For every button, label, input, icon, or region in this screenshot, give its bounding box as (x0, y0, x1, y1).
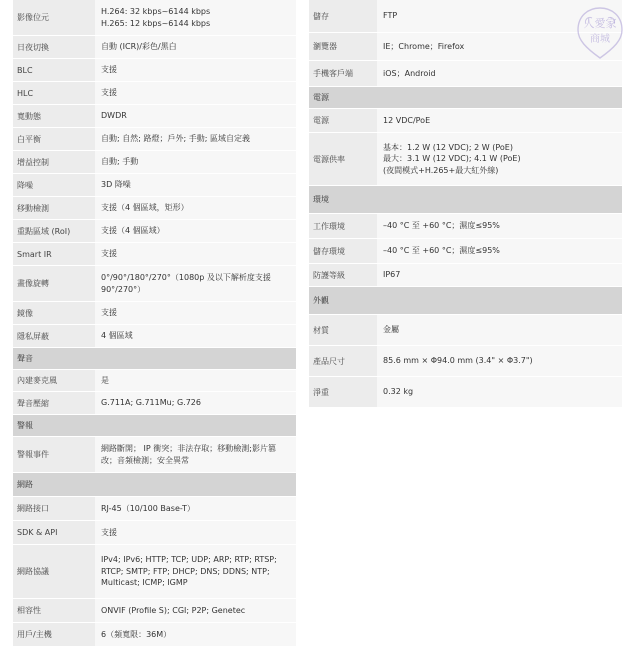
spec-row (13, 623, 296, 647)
spec-value (95, 197, 296, 219)
spec-value (95, 392, 296, 414)
spec-value-line: IE；Chrome；Firefox (383, 41, 465, 51)
spec-label: 材質 (309, 315, 377, 345)
section-header: 環境 (309, 186, 622, 214)
spec-row (13, 151, 296, 174)
spec-value (95, 59, 296, 81)
spec-label: 產品尺寸 (309, 346, 377, 376)
spec-value-line: 6（頻寬限：36M） (101, 629, 172, 639)
spec-value (377, 315, 622, 345)
spec-value (377, 214, 622, 238)
spec-label: 儲存 (309, 0, 377, 32)
spec-row (309, 0, 622, 33)
spec-row (13, 82, 296, 105)
spec-row (309, 264, 622, 287)
spec-label: 淨重 (309, 377, 377, 407)
spec-value (377, 61, 622, 86)
spec-row (13, 197, 296, 220)
spec-label: 降噪 (13, 174, 95, 196)
spec-value (377, 377, 622, 407)
spec-value-line: 0.32 kg (383, 387, 414, 397)
section-header: 聲音 (13, 348, 296, 370)
spec-value (377, 133, 622, 185)
spec-value (95, 521, 296, 544)
spec-value-line: 支援（4 個區域） (101, 226, 165, 236)
spec-row (13, 36, 296, 59)
spec-label: 防護等級 (309, 264, 377, 286)
spec-row (13, 437, 296, 473)
spec-value-line: (夜間模式+H.265+最大紅外線) (383, 165, 499, 175)
spec-label: 聲音壓縮 (13, 392, 95, 414)
spec-value-line: 自動; 自然; 路燈；戶外; 手動; 區域自定義 (101, 134, 250, 144)
spec-label: 電源 (309, 109, 377, 132)
spec-value-line: 3D 降噪 (101, 180, 131, 190)
spec-label: 隱私屏蔽 (13, 325, 95, 347)
spec-value-line: iOS；Android (383, 68, 436, 78)
spec-value-line: 4 個區域 (101, 331, 133, 341)
section-header: 外觀 (309, 287, 622, 315)
spec-row (309, 109, 622, 133)
spec-value-line: H.265: 12 kbps~6144 kbps (101, 18, 211, 28)
spec-value-line: 支援 (101, 308, 117, 318)
spec-value-line: H.264: 32 kbps~6144 kbps (101, 6, 211, 16)
spec-row (13, 302, 296, 325)
spec-row (13, 128, 296, 151)
spec-row (13, 266, 296, 302)
spec-value (95, 545, 296, 598)
spec-label: 鏡像 (13, 302, 95, 324)
spec-row (13, 521, 296, 545)
spec-value-line: RTCP; SMTP; FTP; DHCP; DNS; DDNS; NTP; (101, 566, 270, 576)
section-header: 警報 (13, 415, 296, 437)
spec-value-line: 支援 (101, 65, 117, 75)
spec-label: 電源供率 (309, 133, 377, 185)
spec-row (309, 133, 622, 186)
spec-value (95, 370, 296, 391)
spec-value-line: 是 (101, 375, 109, 385)
spec-value (95, 623, 296, 646)
spec-row (309, 214, 622, 239)
spec-row (309, 346, 622, 377)
spec-label: 重點區域 (RoI) (13, 220, 95, 242)
spec-value (95, 437, 296, 472)
spec-value-line: ONVIF (Profile S); CGI; P2P; Genetec (101, 605, 246, 615)
spec-value-line: 0°/90°/180°/270°（1080p 及以下解析度支援 (101, 272, 271, 282)
spec-label: 增益控制 (13, 151, 95, 173)
spec-label: 影像位元 (13, 0, 95, 35)
watermark-bottom-text: 商城 (590, 34, 610, 45)
spec-value-line: 支援 (101, 527, 117, 537)
spec-label: 內建麥克風 (13, 370, 95, 391)
spec-value (95, 0, 296, 35)
spec-label: Smart IR (13, 243, 95, 265)
spec-value-line: 自動; 手動 (101, 157, 139, 167)
spec-label: BLC (13, 59, 95, 81)
spec-value-line: 基本：1.2 W (12 VDC); 2 W (PoE) (383, 142, 513, 152)
spec-label: 畫像旋轉 (13, 266, 95, 301)
watermark-top-text: 人愛家 (583, 17, 617, 30)
spec-label: SDK & API (13, 521, 95, 544)
spec-value (95, 105, 296, 127)
spec-value-line: 支援（4 個區域，矩形） (101, 203, 189, 213)
section-header: 電源 (309, 87, 622, 109)
spec-label: 白平衡 (13, 128, 95, 150)
spec-row (13, 497, 296, 521)
spec-label: 移動檢測 (13, 197, 95, 219)
spec-label: 網路接口 (13, 497, 95, 520)
spec-row (13, 325, 296, 348)
spec-row (13, 370, 296, 392)
spec-value-line: 網路斷開； IP 衝突；非法存取；移動檢測;影片篡 (101, 443, 276, 453)
spec-table-right (309, 0, 622, 408)
spec-label: 相容性 (13, 599, 95, 622)
spec-value (95, 497, 296, 520)
spec-label: 儲存環境 (309, 239, 377, 263)
spec-value-line: IPv4; IPv6; HTTP; TCP; UDP; ARP; RTP; RTSP; (101, 555, 277, 565)
spec-row (309, 315, 622, 346)
spec-label: 用戶/主機 (13, 623, 95, 646)
section-header: 網路 (13, 473, 296, 497)
spec-value-line: 金屬 (383, 325, 399, 335)
spec-label: 日夜切換 (13, 36, 95, 58)
spec-value (95, 174, 296, 196)
spec-value-line: G.711A; G.711Mu; G.726 (101, 398, 201, 408)
spec-value (95, 82, 296, 104)
spec-value-line: 支援 (101, 249, 117, 259)
spec-value (377, 109, 622, 132)
spec-value-line: 90°/270°） (101, 284, 146, 294)
spec-row (13, 392, 296, 415)
spec-value-line: 12 VDC/PoE (383, 115, 431, 125)
spec-value (95, 128, 296, 150)
spec-row (309, 61, 622, 87)
spec-table-left (13, 0, 296, 647)
spec-value (377, 264, 622, 286)
spec-value-line: –40 °C 至 +60 °C；濕度≤95% (383, 221, 500, 231)
spec-value-line: 改；音頻檢測；安全異常 (101, 455, 189, 465)
spec-row (13, 243, 296, 266)
spec-row (13, 105, 296, 128)
spec-value (95, 302, 296, 324)
spec-value (95, 151, 296, 173)
spec-label: 手機客戶端 (309, 61, 377, 86)
spec-value-line: 最大：3.1 W (12 VDC); 4.1 W (PoE) (383, 154, 521, 164)
spec-value (95, 325, 296, 347)
spec-row (13, 599, 296, 623)
spec-value-line: FTP (383, 11, 398, 21)
spec-value (377, 33, 622, 60)
spec-value-line: IP67 (383, 270, 401, 280)
spec-label: 瀏覽器 (309, 33, 377, 60)
spec-value (95, 243, 296, 265)
spec-value-line: 85.6 mm × Φ94.0 mm (3.4" × Φ3.7") (383, 356, 533, 366)
spec-value (377, 346, 622, 376)
spec-row (13, 174, 296, 197)
spec-value (95, 266, 296, 301)
spec-value-line: 支援 (101, 88, 117, 98)
spec-label: 網路協議 (13, 545, 95, 598)
spec-row (13, 59, 296, 82)
spec-value (95, 36, 296, 58)
spec-value-line: RJ-45（10/100 Base-T） (101, 503, 195, 513)
spec-row (309, 33, 622, 61)
spec-value-line: DWDR (101, 111, 127, 121)
spec-label: 寬動態 (13, 105, 95, 127)
spec-value-line: 自動 (ICR)/彩色/黑白 (101, 42, 177, 52)
spec-label: 警報事件 (13, 437, 95, 472)
spec-value-line: Multicast; ICMP; IGMP (101, 578, 188, 588)
spec-value (95, 599, 296, 622)
spec-value (377, 239, 622, 263)
spec-row (13, 545, 296, 599)
spec-row (13, 220, 296, 243)
spec-label: 工作環境 (309, 214, 377, 238)
spec-value-line: –40 °C 至 +60 °C；濕度≤95% (383, 246, 500, 256)
spec-value (95, 220, 296, 242)
spec-row (309, 377, 622, 408)
spec-label: HLC (13, 82, 95, 104)
spec-row (309, 239, 622, 264)
spec-value (377, 0, 622, 32)
spec-row (13, 0, 296, 36)
